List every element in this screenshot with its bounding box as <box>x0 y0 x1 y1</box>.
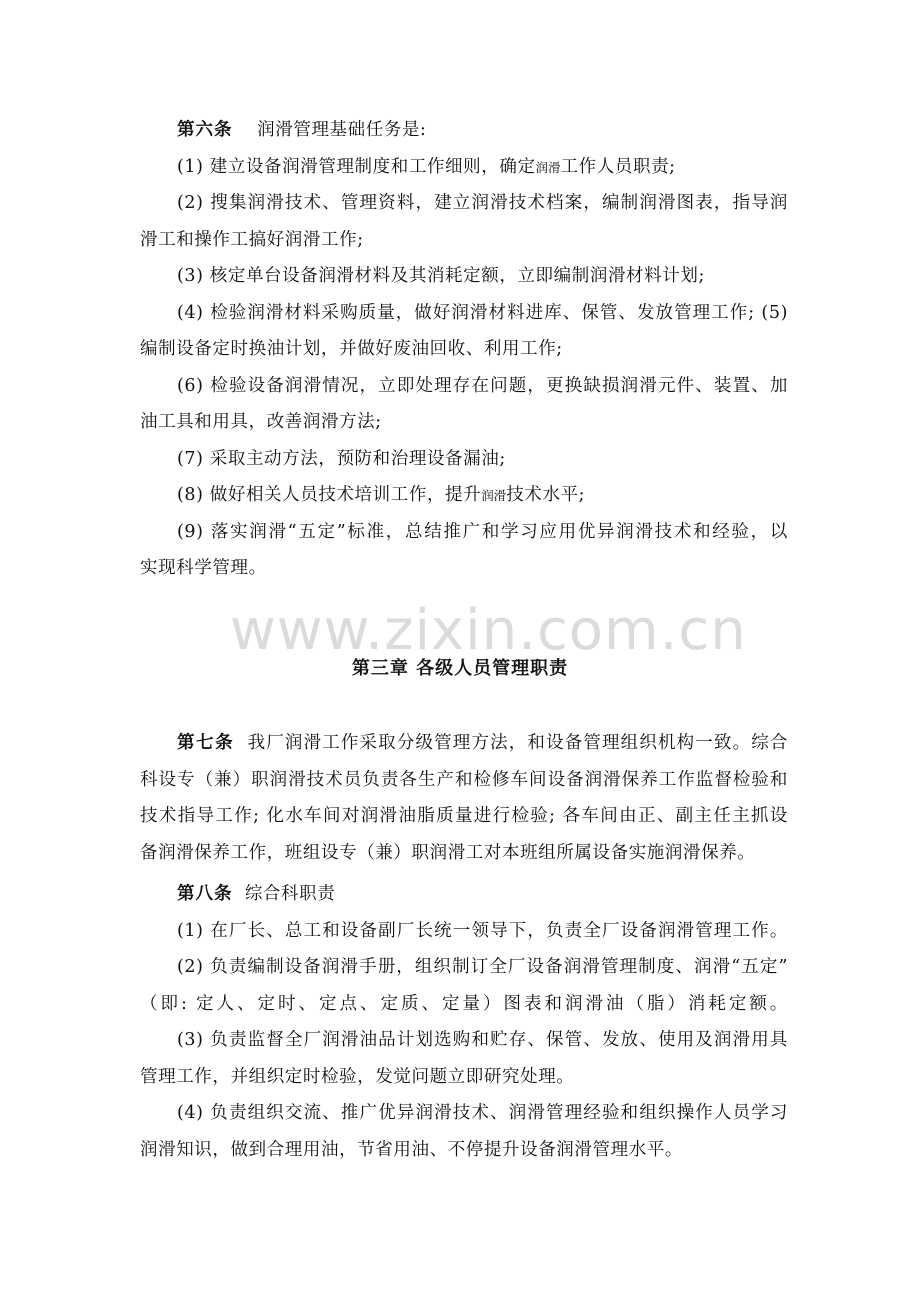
item-small-text: 润滑 <box>535 159 561 175</box>
item-text: (8) 做好相关人员技术培训工作，提升 <box>177 485 482 505</box>
item-text: (1) 建立设备润滑管理制度和工作细则，确定 <box>177 156 536 177</box>
article-6-item-9-cont: 实现科学管理。 <box>140 558 267 578</box>
article-6-item-3: (3) 核定单台设备润滑材料及其消耗定额，立即编制润滑材料计划; <box>177 266 705 286</box>
article-6-item-1 <box>140 149 788 186</box>
article-6 <box>140 112 788 587</box>
article-6-item-6: (6) 检验设备润滑情况，立即处理存在问题，更换缺损润滑元件、装置、加 <box>177 375 788 396</box>
article-6-heading-line <box>140 112 788 149</box>
article-8-heading: 综合科职责 <box>244 884 336 904</box>
article-8-item-3-cont: 管理工作，并组织定时检验，发觉问题立即研究处理。 <box>140 1066 575 1087</box>
article-7-line-1 <box>140 725 788 762</box>
article-8-item-4-cont: 润滑知识，做到合理用油，节省用油、不停提升设备润滑管理水平。 <box>140 1139 683 1160</box>
watermark: www.zixin.com.cn <box>230 598 747 663</box>
article-8-item-3: (3) 负责监督全厂润滑油品计划选购和贮存、保管、发放、使用及润滑用具 <box>177 1030 788 1050</box>
article-6-item-5: 编制设备定时换油计划，并做好废油回收、利用工作; <box>140 339 563 359</box>
article-6-item-2-cont: 滑工和操作工搞好润滑工作; <box>140 229 364 250</box>
article-6-item-4: (4) 检验润滑材料采购质量，做好润滑材料进库、保管、发放管理工作; (5) <box>177 302 788 323</box>
article-6-item-7: (7) 采取主动方法，预防和治理设备漏油; <box>177 448 506 469</box>
article-8-label: 第八条 <box>177 884 233 904</box>
item-text: 工作人员职责; <box>560 156 676 177</box>
article-6-item-2: (2) 搜集润滑技术、管理资料，建立润滑技术档案，编制润滑图表，指导润 <box>177 193 788 213</box>
item-text: 技术水平; <box>506 485 586 505</box>
article-6-item-8 <box>140 477 788 514</box>
article-8-item-2-cont: （即: 定人、定时、定点、定质、定量）图表和润滑油（脂）消耗定额。 <box>140 993 788 1014</box>
article-8-item-1: (1) 在厂长、总工和设备副厂长统一领导下，负责全厂设备润滑管理工作。 <box>177 920 788 941</box>
article-6-label: 第六条 <box>177 120 233 140</box>
article-7-label: 第七条 <box>177 733 235 753</box>
article-8-item-2: (2) 负责编制设备润滑手册，组织制订全厂设备润滑管理制度、润滑“五定” <box>177 957 788 977</box>
article-7 <box>140 725 788 871</box>
chapter-title: 第三章 各级人员管理职责 <box>351 658 569 679</box>
article-8-heading-line <box>140 876 788 913</box>
item-small-text: 润滑 <box>481 488 507 503</box>
article-7-line-2: 科设专（兼）职润滑技术员负责各生产和检修车间设备润滑保养工作监督检验和 <box>140 769 788 790</box>
article-7-line-4: 备润滑保养工作，班组设专（兼）职润滑工对本班组所属设备实施润滑保养。 <box>140 842 756 863</box>
article-7-line-3: 技术指导工作; 化水车间对润滑油脂质量进行检验; 各车间由正、副主任主抓设 <box>140 806 788 826</box>
article-6-item-6-cont: 油工具和用具，改善润滑方法; <box>140 412 382 432</box>
article-8-item-4: (4) 负责组织交流、推广优异润滑技术、润滑管理经验和组织操作人员学习 <box>177 1103 788 1123</box>
article-6-item-9: (9) 落实润滑“五定”标准，总结推广和学习应用优异润滑技术和经验，以 <box>177 521 788 542</box>
article-7-text: 我厂润滑工作采取分级管理方法，和设备管理组织机构一致。综合 <box>247 733 789 753</box>
article-8 <box>140 876 788 1168</box>
article-6-heading: 润滑管理基础任务是: <box>257 120 427 140</box>
